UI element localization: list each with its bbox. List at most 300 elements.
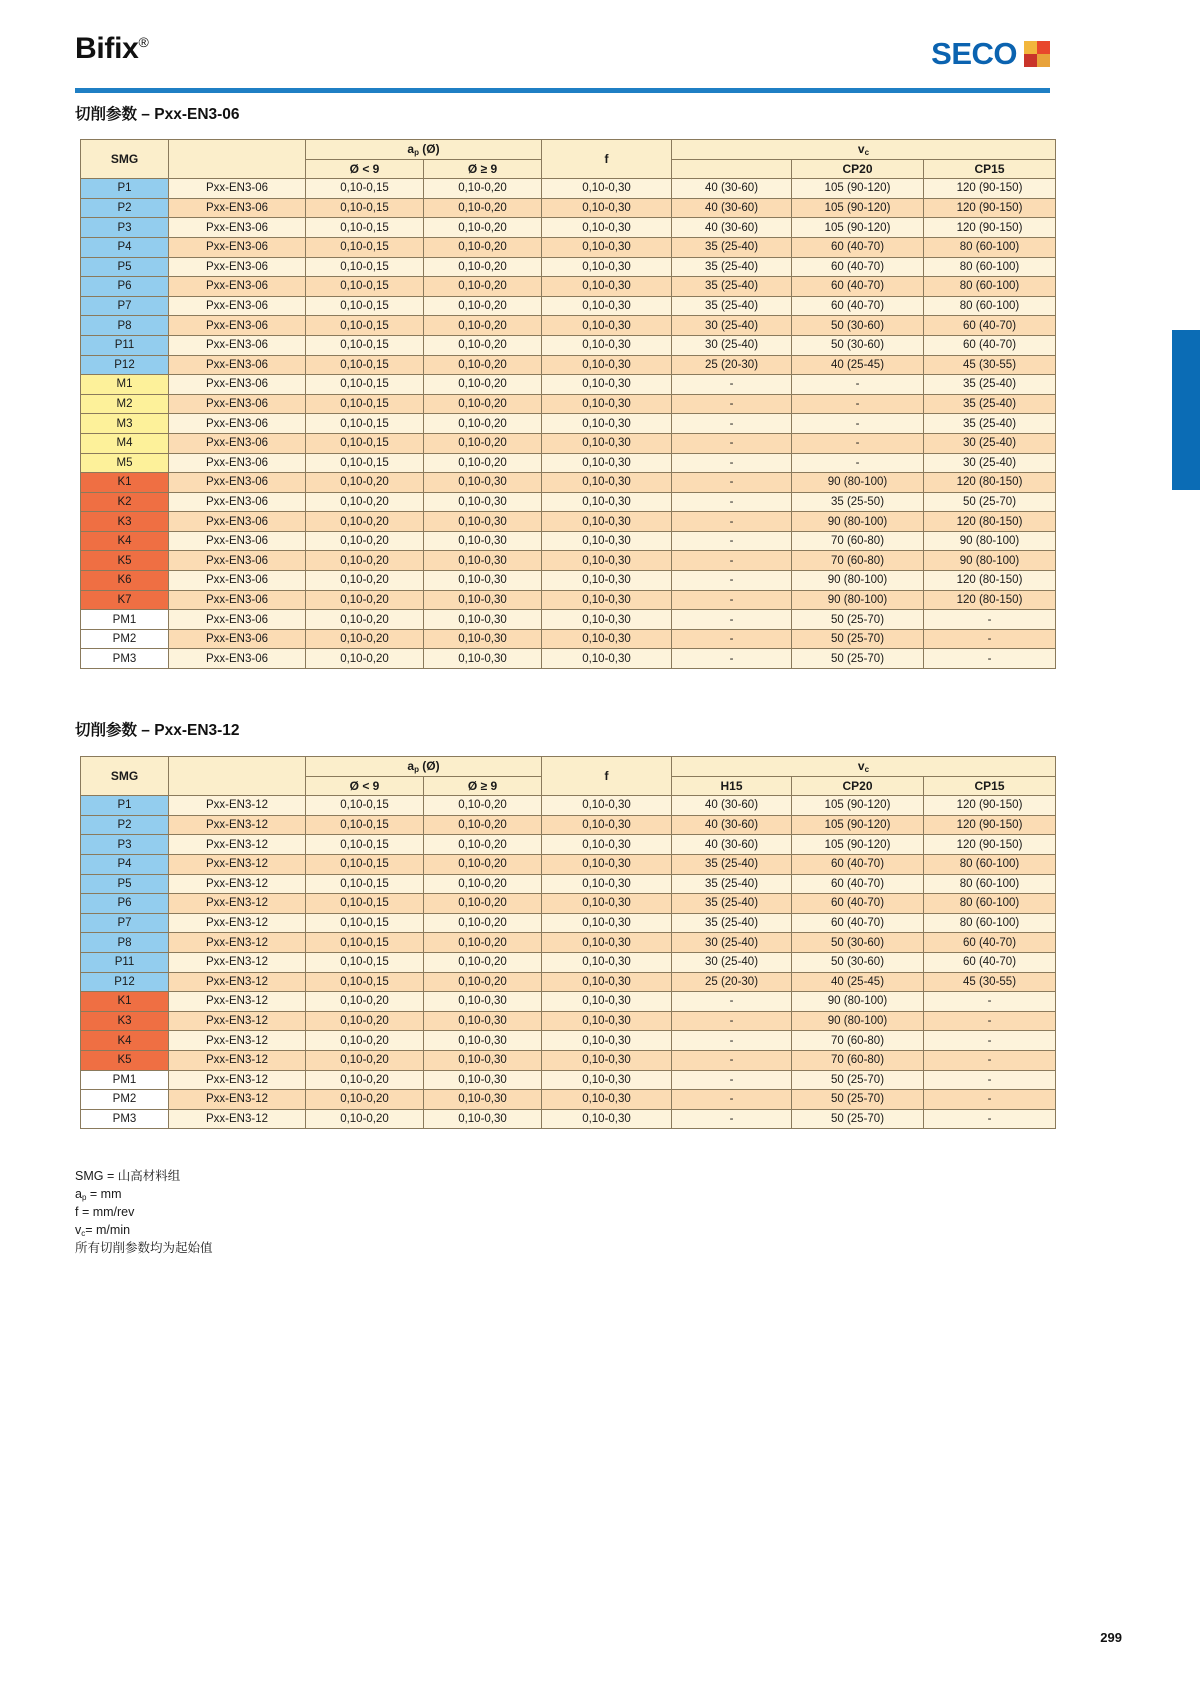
cell-cp20: 70 (60-80) (792, 1050, 924, 1070)
cell-cp20: 105 (90-120) (792, 198, 924, 218)
cell-cp15: 120 (90-150) (924, 218, 1056, 238)
cell-designation: Pxx-EN3-06 (169, 629, 306, 649)
cell-designation: Pxx-EN3-12 (169, 1050, 306, 1070)
cell-ap-lt9: 0,10-0,15 (306, 179, 424, 199)
cell-designation: Pxx-EN3-06 (169, 414, 306, 434)
note-ap: $a_p$ = mm (75, 1186, 122, 1202)
vc-subscript: c (864, 765, 870, 774)
cell-f: 0,10-0,30 (542, 952, 672, 972)
cell-ap-ge9: 0,10-0,20 (424, 815, 542, 835)
cell-cp15: 90 (80-100) (924, 551, 1056, 571)
cell-smg: K1 (81, 473, 169, 493)
cell-ap-ge9: 0,10-0,20 (424, 874, 542, 894)
header-designation (169, 757, 306, 796)
cell-designation: Pxx-EN3-12 (169, 854, 306, 874)
cell-cp20: 105 (90-120) (792, 796, 924, 816)
cell-f: 0,10-0,30 (542, 179, 672, 199)
cell-designation: Pxx-EN3-12 (169, 894, 306, 914)
cell-f: 0,10-0,30 (542, 375, 672, 395)
cell-f: 0,10-0,30 (542, 874, 672, 894)
cell-cp20: 50 (30-60) (792, 335, 924, 355)
cell-cp15: 120 (90-150) (924, 835, 1056, 855)
header-rule (75, 88, 1050, 93)
cell-h15: - (672, 1070, 792, 1090)
registered-mark: ® (138, 34, 149, 50)
cell-f: 0,10-0,30 (542, 453, 672, 473)
header-ap-ge9: Ø ≥ 9 (424, 159, 542, 179)
table-row (81, 257, 1056, 277)
cell-designation: Pxx-EN3-06 (169, 512, 306, 532)
table-row (81, 335, 1056, 355)
header-cp20: CP20 (792, 159, 924, 179)
cell-ap-lt9: 0,10-0,20 (306, 629, 424, 649)
cell-h15: - (672, 512, 792, 532)
cell-smg: M4 (81, 433, 169, 453)
cell-f: 0,10-0,30 (542, 590, 672, 610)
cell-h15: 35 (25-40) (672, 277, 792, 297)
cell-ap-ge9: 0,10-0,20 (424, 835, 542, 855)
cell-f: 0,10-0,30 (542, 1011, 672, 1031)
cell-ap-lt9: 0,10-0,20 (306, 531, 424, 551)
cell-cp15: 35 (25-40) (924, 414, 1056, 434)
cell-ap-ge9: 0,10-0,20 (424, 414, 542, 434)
cell-smg: P11 (81, 952, 169, 972)
cell-f: 0,10-0,30 (542, 492, 672, 512)
cell-smg: K5 (81, 1050, 169, 1070)
cell-ap-ge9: 0,10-0,20 (424, 375, 542, 395)
vc-symbol: v (857, 142, 865, 156)
cell-f: 0,10-0,30 (542, 1050, 672, 1070)
cell-smg: K6 (81, 571, 169, 591)
cell-cp20: 60 (40-70) (792, 874, 924, 894)
cell-cp20: 35 (25-50) (792, 492, 924, 512)
cell-cp20: 50 (25-70) (792, 649, 924, 669)
cell-ap-ge9: 0,10-0,20 (424, 179, 542, 199)
cell-ap-lt9: 0,10-0,15 (306, 874, 424, 894)
cell-smg: K1 (81, 992, 169, 1012)
cell-f: 0,10-0,30 (542, 316, 672, 336)
cell-h15: 35 (25-40) (672, 296, 792, 316)
table-row (81, 629, 1056, 649)
logo-square-2 (1037, 41, 1050, 54)
section-title-2: 切削参数 – Pxx-EN3-12 (75, 722, 240, 739)
seco-logo-mark (1024, 41, 1050, 67)
cell-f: 0,10-0,30 (542, 531, 672, 551)
section-title-1: 切削参数 – Pxx-EN3-06 (75, 106, 240, 123)
ap-symbol: a (407, 759, 415, 773)
cell-cp15: 80 (60-100) (924, 854, 1056, 874)
cell-cp15: 50 (25-70) (924, 492, 1056, 512)
header-h15: H15 (672, 776, 792, 796)
cell-f: 0,10-0,30 (542, 218, 672, 238)
cell-f: 0,10-0,30 (542, 1109, 672, 1129)
cell-h15: 40 (30-60) (672, 218, 792, 238)
cell-f: 0,10-0,30 (542, 992, 672, 1012)
table-row (81, 296, 1056, 316)
cell-f: 0,10-0,30 (542, 933, 672, 953)
cell-cp20: - (792, 414, 924, 434)
page-header (75, 34, 1050, 86)
cell-ap-ge9: 0,10-0,30 (424, 1109, 542, 1129)
cell-h15: 30 (25-40) (672, 335, 792, 355)
cell-designation: Pxx-EN3-06 (169, 590, 306, 610)
cell-designation: Pxx-EN3-12 (169, 1031, 306, 1051)
cell-cp15: 60 (40-70) (924, 952, 1056, 972)
cell-ap-ge9: 0,10-0,30 (424, 629, 542, 649)
cell-h15: 40 (30-60) (672, 815, 792, 835)
cell-f: 0,10-0,30 (542, 394, 672, 414)
cell-f: 0,10-0,30 (542, 913, 672, 933)
cell-cp15: 35 (25-40) (924, 394, 1056, 414)
table-row (81, 590, 1056, 610)
cell-cp20: 40 (25-45) (792, 355, 924, 375)
cell-designation: Pxx-EN3-12 (169, 933, 306, 953)
cell-designation: Pxx-EN3-06 (169, 316, 306, 336)
cell-cp15: 120 (90-150) (924, 198, 1056, 218)
cell-f: 0,10-0,30 (542, 972, 672, 992)
cell-smg: PM2 (81, 1090, 169, 1110)
cell-h15: 30 (25-40) (672, 316, 792, 336)
cell-cp20: - (792, 433, 924, 453)
table-row (81, 473, 1056, 493)
cell-cp15: 80 (60-100) (924, 257, 1056, 277)
cell-cp20: 70 (60-80) (792, 1031, 924, 1051)
cell-ap-ge9: 0,10-0,30 (424, 571, 542, 591)
cell-smg: P12 (81, 355, 169, 375)
cell-smg: P1 (81, 179, 169, 199)
table-row (81, 492, 1056, 512)
cell-designation: Pxx-EN3-06 (169, 375, 306, 395)
header-ap-lt9: Ø < 9 (306, 776, 424, 796)
cell-ap-lt9: 0,10-0,20 (306, 473, 424, 493)
table-1-body (81, 179, 1056, 669)
cell-f: 0,10-0,30 (542, 835, 672, 855)
cell-cp20: 60 (40-70) (792, 277, 924, 297)
cell-h15: 30 (25-40) (672, 952, 792, 972)
cell-h15: - (672, 414, 792, 434)
cell-h15: - (672, 433, 792, 453)
table-row (81, 796, 1056, 816)
cell-ap-lt9: 0,10-0,15 (306, 355, 424, 375)
ap-paren: (Ø) (422, 759, 440, 773)
header-smg: SMG (81, 757, 169, 796)
brand-title (75, 34, 149, 64)
cell-smg: M2 (81, 394, 169, 414)
cell-ap-lt9: 0,10-0,20 (306, 649, 424, 669)
table-row (81, 355, 1056, 375)
cell-designation: Pxx-EN3-06 (169, 551, 306, 571)
cell-ap-lt9: 0,10-0,15 (306, 335, 424, 355)
cell-smg: P7 (81, 296, 169, 316)
cell-ap-lt9: 0,10-0,15 (306, 913, 424, 933)
table-row (81, 874, 1056, 894)
table-row (81, 835, 1056, 855)
cell-ap-lt9: 0,10-0,20 (306, 1050, 424, 1070)
cell-smg: P6 (81, 277, 169, 297)
cell-h15: - (672, 531, 792, 551)
cell-ap-lt9: 0,10-0,20 (306, 1031, 424, 1051)
cell-h15: 25 (20-30) (672, 972, 792, 992)
cell-f: 0,10-0,30 (542, 277, 672, 297)
header-ap-group (306, 757, 542, 777)
cell-ap-ge9: 0,10-0,30 (424, 992, 542, 1012)
cell-cp20: 105 (90-120) (792, 179, 924, 199)
note-f: f = mm/rev (75, 1205, 135, 1219)
cell-ap-lt9: 0,10-0,20 (306, 610, 424, 630)
cell-f: 0,10-0,30 (542, 854, 672, 874)
cell-cp15: - (924, 1050, 1056, 1070)
cell-cp20: 90 (80-100) (792, 992, 924, 1012)
cell-ap-lt9: 0,10-0,15 (306, 394, 424, 414)
cell-smg: K3 (81, 1011, 169, 1031)
cell-ap-lt9: 0,10-0,15 (306, 433, 424, 453)
cell-designation: Pxx-EN3-06 (169, 179, 306, 199)
cell-ap-lt9: 0,10-0,15 (306, 316, 424, 336)
table-row (81, 433, 1056, 453)
cell-cp15: 30 (25-40) (924, 433, 1056, 453)
table-row (81, 453, 1056, 473)
cell-cp20: 105 (90-120) (792, 815, 924, 835)
cell-h15: 35 (25-40) (672, 854, 792, 874)
cell-ap-ge9: 0,10-0,20 (424, 952, 542, 972)
cell-h15: - (672, 1011, 792, 1031)
cell-f: 0,10-0,30 (542, 571, 672, 591)
table-row (81, 1109, 1056, 1129)
cell-h15: 35 (25-40) (672, 874, 792, 894)
table-row (81, 571, 1056, 591)
cell-f: 0,10-0,30 (542, 414, 672, 434)
cell-designation: Pxx-EN3-12 (169, 835, 306, 855)
cell-cp20: 40 (25-45) (792, 972, 924, 992)
cell-smg: M3 (81, 414, 169, 434)
cell-cp20: 50 (30-60) (792, 952, 924, 972)
table-row (81, 649, 1056, 669)
cell-h15: 35 (25-40) (672, 257, 792, 277)
cell-f: 0,10-0,30 (542, 335, 672, 355)
cell-h15: - (672, 992, 792, 1012)
cell-designation: Pxx-EN3-06 (169, 453, 306, 473)
cell-h15: - (672, 492, 792, 512)
cell-cp15: 90 (80-100) (924, 531, 1056, 551)
cell-ap-ge9: 0,10-0,20 (424, 433, 542, 453)
table-row (81, 394, 1056, 414)
cell-cp20: 50 (30-60) (792, 933, 924, 953)
table-row (81, 913, 1056, 933)
cell-ap-ge9: 0,10-0,20 (424, 894, 542, 914)
header-f: f (542, 757, 672, 796)
table-2-body (81, 796, 1056, 1129)
cell-ap-ge9: 0,10-0,30 (424, 473, 542, 493)
cell-f: 0,10-0,30 (542, 610, 672, 630)
note-starting-values: 所有切削参数均为起始值 (75, 1241, 213, 1255)
cell-ap-ge9: 0,10-0,20 (424, 854, 542, 874)
cell-designation: Pxx-EN3-12 (169, 972, 306, 992)
cell-designation: Pxx-EN3-06 (169, 355, 306, 375)
cell-h15: 40 (30-60) (672, 835, 792, 855)
cell-ap-ge9: 0,10-0,20 (424, 277, 542, 297)
header-smg: SMG (81, 140, 169, 179)
cell-smg: P1 (81, 796, 169, 816)
cell-ap-lt9: 0,10-0,20 (306, 1090, 424, 1110)
cell-ap-ge9: 0,10-0,30 (424, 512, 542, 532)
logo-square-3 (1024, 54, 1037, 67)
cell-smg: P6 (81, 894, 169, 914)
cell-ap-ge9: 0,10-0,20 (424, 237, 542, 257)
cell-ap-lt9: 0,10-0,20 (306, 571, 424, 591)
cell-ap-lt9: 0,10-0,15 (306, 218, 424, 238)
cell-ap-lt9: 0,10-0,15 (306, 277, 424, 297)
cell-f: 0,10-0,30 (542, 473, 672, 493)
cell-ap-lt9: 0,10-0,20 (306, 992, 424, 1012)
cell-cp20: 105 (90-120) (792, 218, 924, 238)
cell-ap-lt9: 0,10-0,15 (306, 972, 424, 992)
cell-ap-lt9: 0,10-0,15 (306, 894, 424, 914)
table-row (81, 854, 1056, 874)
cell-smg: P12 (81, 972, 169, 992)
cell-ap-lt9: 0,10-0,20 (306, 1109, 424, 1129)
cell-designation: Pxx-EN3-06 (169, 473, 306, 493)
cell-ap-ge9: 0,10-0,30 (424, 1050, 542, 1070)
cell-cp20: 50 (25-70) (792, 1090, 924, 1110)
ap-symbol: a (407, 142, 415, 156)
cell-smg: K7 (81, 590, 169, 610)
cell-designation: Pxx-EN3-12 (169, 1011, 306, 1031)
cell-smg: P2 (81, 815, 169, 835)
table-row (81, 894, 1056, 914)
cell-cp15: 80 (60-100) (924, 237, 1056, 257)
cell-f: 0,10-0,30 (542, 433, 672, 453)
cell-cp15: - (924, 1090, 1056, 1110)
cell-cp20: 90 (80-100) (792, 571, 924, 591)
cell-f: 0,10-0,30 (542, 894, 672, 914)
cell-smg: M1 (81, 375, 169, 395)
note-vc: $v_c= m/\min$ (75, 1222, 131, 1238)
ap-subscript: p (414, 765, 419, 774)
cell-ap-lt9: 0,10-0,15 (306, 237, 424, 257)
cell-designation: Pxx-EN3-06 (169, 257, 306, 277)
cell-ap-lt9: 0,10-0,20 (306, 590, 424, 610)
cell-ap-ge9: 0,10-0,20 (424, 355, 542, 375)
cell-smg: P5 (81, 874, 169, 894)
cell-designation: Pxx-EN3-06 (169, 433, 306, 453)
cell-ap-lt9: 0,10-0,15 (306, 796, 424, 816)
cell-ap-ge9: 0,10-0,20 (424, 198, 542, 218)
cell-ap-ge9: 0,10-0,30 (424, 1031, 542, 1051)
cell-cp15: - (924, 1011, 1056, 1031)
header-cp15: CP15 (924, 159, 1056, 179)
page-number: 299 (1100, 1630, 1122, 1645)
cell-smg: PM3 (81, 1109, 169, 1129)
cell-f: 0,10-0,30 (542, 551, 672, 571)
cell-smg: P3 (81, 218, 169, 238)
cell-smg: K2 (81, 492, 169, 512)
cell-designation: Pxx-EN3-12 (169, 952, 306, 972)
cell-cp20: 50 (25-70) (792, 610, 924, 630)
cell-cp15: 80 (60-100) (924, 913, 1056, 933)
cell-ap-lt9: 0,10-0,15 (306, 375, 424, 395)
cell-designation: Pxx-EN3-12 (169, 913, 306, 933)
cell-h15: 35 (25-40) (672, 237, 792, 257)
header-vc-group (672, 757, 1056, 777)
cell-h15: 35 (25-40) (672, 894, 792, 914)
cell-h15: - (672, 590, 792, 610)
cell-ap-lt9: 0,10-0,15 (306, 952, 424, 972)
cell-smg: P5 (81, 257, 169, 277)
table-row (81, 237, 1056, 257)
cell-cp20: - (792, 375, 924, 395)
cell-smg: P4 (81, 854, 169, 874)
cell-cp20: 60 (40-70) (792, 913, 924, 933)
cell-cp20: - (792, 453, 924, 473)
cell-h15: - (672, 1050, 792, 1070)
header-cp15: CP15 (924, 776, 1056, 796)
cell-cp20: 90 (80-100) (792, 473, 924, 493)
cell-smg: K4 (81, 1031, 169, 1051)
cell-cp15: 30 (25-40) (924, 453, 1056, 473)
cell-ap-ge9: 0,10-0,20 (424, 913, 542, 933)
cell-ap-ge9: 0,10-0,20 (424, 257, 542, 277)
seco-wordmark: SECO (931, 36, 1017, 71)
cell-smg: PM1 (81, 1070, 169, 1090)
cell-designation: Pxx-EN3-06 (169, 335, 306, 355)
table-row (81, 1031, 1056, 1051)
header-h15 (672, 159, 792, 179)
cell-cp15: 35 (25-40) (924, 375, 1056, 395)
cell-ap-ge9: 0,10-0,20 (424, 218, 542, 238)
ap-subscript: p (414, 148, 419, 157)
cell-ap-ge9: 0,10-0,30 (424, 1090, 542, 1110)
table-row (81, 1050, 1056, 1070)
cell-ap-ge9: 0,10-0,20 (424, 453, 542, 473)
cell-smg: PM3 (81, 649, 169, 669)
cell-ap-lt9: 0,10-0,15 (306, 815, 424, 835)
table-row (81, 1011, 1056, 1031)
cell-smg: P8 (81, 933, 169, 953)
cell-designation: Pxx-EN3-06 (169, 531, 306, 551)
cell-smg: P8 (81, 316, 169, 336)
cell-designation: Pxx-EN3-12 (169, 1109, 306, 1129)
cell-cp15: - (924, 629, 1056, 649)
cell-designation: Pxx-EN3-12 (169, 992, 306, 1012)
cell-h15: - (672, 473, 792, 493)
cell-cp15: 60 (40-70) (924, 316, 1056, 336)
cell-ap-ge9: 0,10-0,30 (424, 610, 542, 630)
header-designation (169, 140, 306, 179)
cell-ap-ge9: 0,10-0,30 (424, 551, 542, 571)
cell-f: 0,10-0,30 (542, 355, 672, 375)
cell-cp20: 60 (40-70) (792, 854, 924, 874)
table-row (81, 933, 1056, 953)
cell-h15: - (672, 1109, 792, 1129)
cell-f: 0,10-0,30 (542, 649, 672, 669)
table-row (81, 531, 1056, 551)
cell-cp20: 60 (40-70) (792, 296, 924, 316)
logo-square-4 (1037, 54, 1050, 67)
cell-h15: 35 (25-40) (672, 913, 792, 933)
cell-cp15: 60 (40-70) (924, 933, 1056, 953)
cell-cp20: 90 (80-100) (792, 1011, 924, 1031)
cell-cp15: 80 (60-100) (924, 894, 1056, 914)
cell-h15: - (672, 394, 792, 414)
table-row (81, 551, 1056, 571)
cell-designation: Pxx-EN3-12 (169, 1090, 306, 1110)
cell-smg: P7 (81, 913, 169, 933)
logo-square-1 (1024, 41, 1037, 54)
cell-f: 0,10-0,30 (542, 1070, 672, 1090)
cell-designation: Pxx-EN3-06 (169, 277, 306, 297)
cell-cp15: - (924, 1109, 1056, 1129)
header-vc-group (672, 140, 1056, 160)
